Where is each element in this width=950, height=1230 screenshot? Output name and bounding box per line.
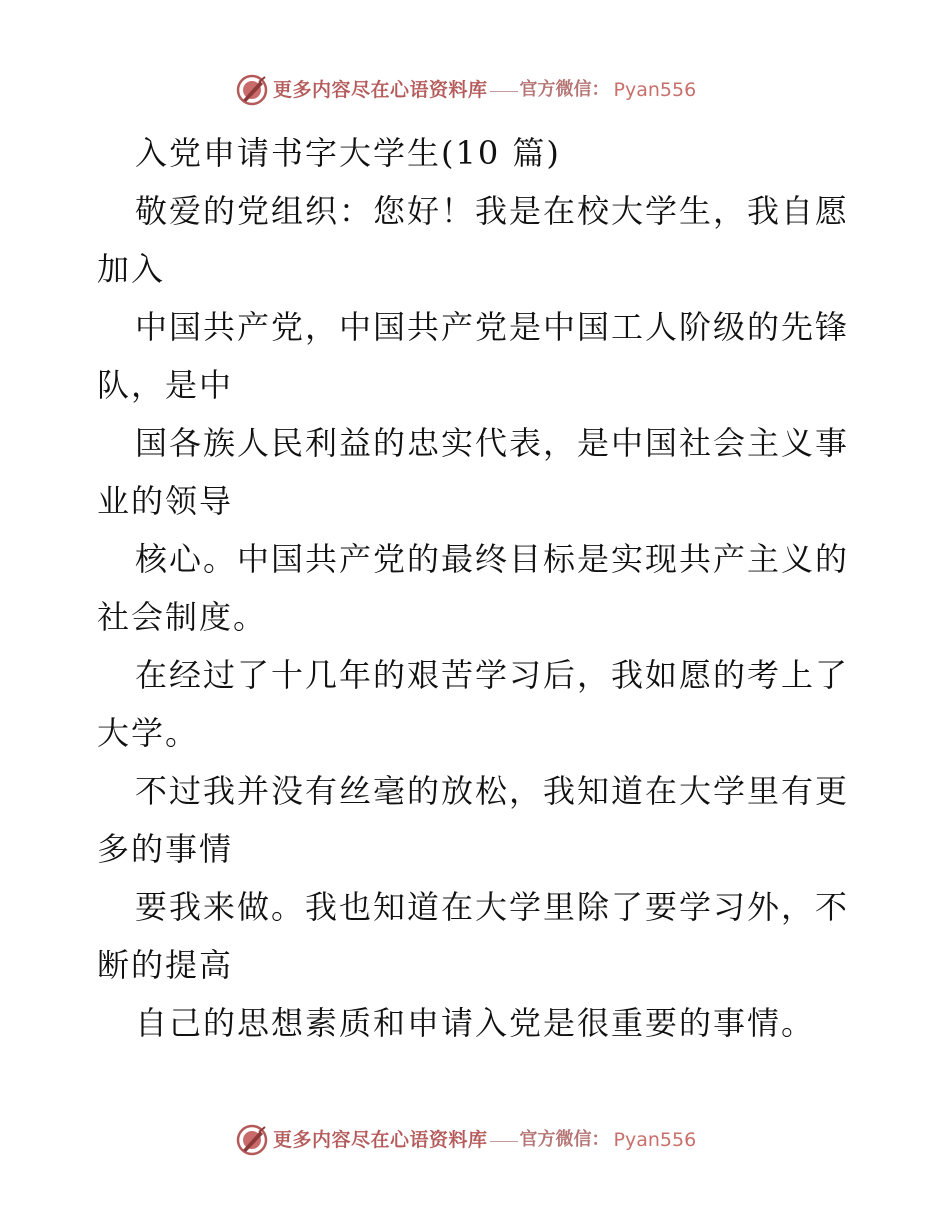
text-line: 在经过了十几年的艰苦学习后，我如愿的考上了: [135, 656, 850, 694]
text-line: 多的事情: [97, 830, 234, 868]
watermark-contact-id: Pyan556: [613, 1128, 697, 1151]
watermark-contact-label: 官方微信：: [519, 1129, 610, 1150]
text-line: 要我来做。我也知道在大学里除了要学习外，不: [135, 888, 850, 926]
watermark-contact-label: 官方微信：: [519, 79, 610, 100]
text-line: 业的领导: [97, 482, 234, 520]
text-line: 核心。中国共产党的最终目标是实现共产主义的: [135, 540, 850, 578]
watermark-brand: 更多内容尽在心语资料库: [273, 78, 488, 101]
text-line: 自己的思想素质和申请入党是很重要的事情。: [135, 1004, 816, 1042]
quill-pen-circle-icon: [235, 1123, 269, 1157]
document-title: 入党申请书字大学生(10 篇): [135, 134, 561, 172]
text-line: 敬爱的党组织：您好！我是在校大学生，我自愿: [135, 192, 850, 230]
watermark-dash: [490, 91, 518, 92]
quill-pen-circle-icon: [235, 73, 269, 107]
text-line: 大学。: [97, 714, 200, 752]
text-line: 加入: [97, 250, 166, 288]
header-watermark: [235, 72, 696, 108]
text-line: 中国共产党，中国共产党是中国工人阶级的先锋: [135, 308, 850, 346]
watermark-dash: [490, 1141, 518, 1142]
watermark-brand: 更多内容尽在心语资料库: [273, 1128, 488, 1151]
text-line: 不过我并没有丝毫的放松，我知道在大学里有更: [135, 772, 850, 810]
document-body: [97, 124, 857, 1052]
text-line: 国各族人民利益的忠实代表，是中国社会主义事: [135, 424, 850, 462]
text-line: 断的提高: [97, 946, 234, 984]
text-line: 社会制度。: [97, 598, 268, 636]
watermark-contact-id: Pyan556: [613, 78, 697, 101]
text-line: 队，是中: [97, 366, 234, 404]
footer-watermark: [235, 1122, 696, 1158]
